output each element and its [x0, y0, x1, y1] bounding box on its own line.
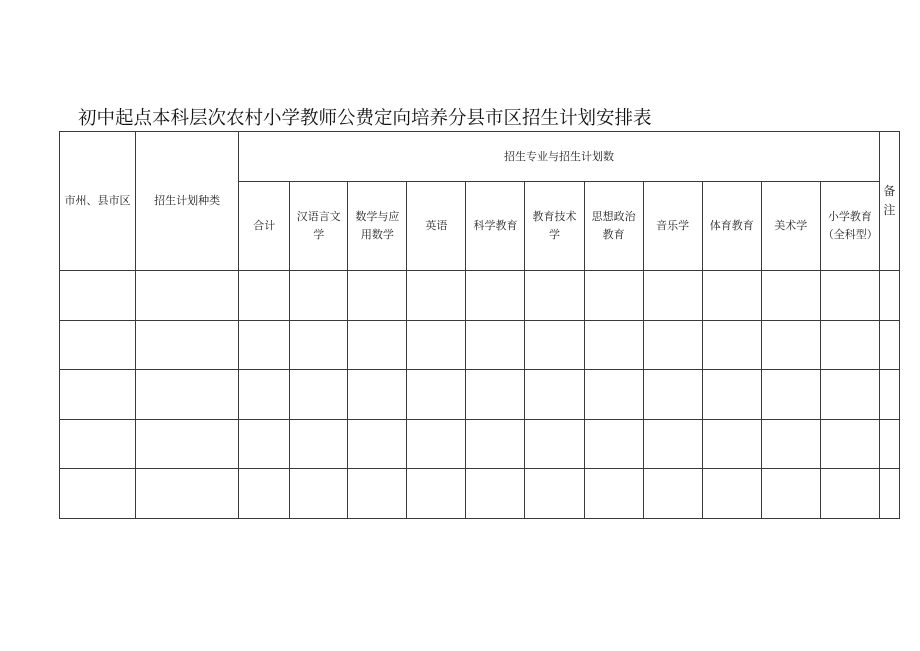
table-cell	[466, 271, 525, 321]
table-cell	[348, 370, 407, 420]
table-cell	[136, 469, 239, 519]
header-major: 汉语言文学	[290, 182, 348, 271]
table-cell	[702, 469, 761, 519]
header-region: 市州、县市区	[60, 132, 136, 271]
header-major: 思想政治教育	[584, 182, 643, 271]
table-body	[60, 271, 900, 519]
table-cell	[820, 271, 879, 321]
table-cell	[290, 469, 348, 519]
table-cell	[643, 469, 702, 519]
table-cell	[136, 320, 239, 370]
header-major: 体育教育	[702, 182, 761, 271]
table-row	[60, 320, 900, 370]
table-row	[60, 370, 900, 420]
header-major: 科学教育	[466, 182, 525, 271]
table-cell	[820, 370, 879, 420]
table-row	[60, 469, 900, 519]
table-cell	[407, 271, 466, 321]
table-cell	[761, 271, 820, 321]
table-cell	[525, 469, 584, 519]
header-row-1	[60, 132, 900, 182]
table-cell	[879, 320, 899, 370]
table-cell	[761, 370, 820, 420]
page-title: 初中起点本科层次农村小学教师公费定向培养分县市区招生计划安排表	[78, 108, 652, 129]
header-major: 合计	[239, 182, 290, 271]
table-cell	[348, 271, 407, 321]
table-cell	[584, 271, 643, 321]
table-cell	[584, 370, 643, 420]
table-cell	[60, 320, 136, 370]
table-cell	[348, 320, 407, 370]
table-cell	[525, 370, 584, 420]
table-cell	[290, 320, 348, 370]
table-cell	[136, 370, 239, 420]
table-cell	[879, 469, 899, 519]
table-cell	[702, 419, 761, 469]
table-cell	[466, 370, 525, 420]
table-cell	[60, 469, 136, 519]
table-cell	[60, 271, 136, 321]
table-cell	[702, 370, 761, 420]
header-major: 小学教育（全科型）	[820, 182, 879, 271]
table-cell	[643, 271, 702, 321]
table-cell	[348, 419, 407, 469]
table-cell	[820, 419, 879, 469]
enrollment-plan-table	[59, 131, 900, 519]
table-cell	[702, 271, 761, 321]
table-cell	[60, 419, 136, 469]
header-major: 音乐学	[643, 182, 702, 271]
table-cell	[525, 419, 584, 469]
table-cell	[239, 271, 290, 321]
table-cell	[879, 271, 899, 321]
table-cell	[407, 320, 466, 370]
table-cell	[820, 469, 879, 519]
table-cell	[136, 271, 239, 321]
table-cell	[525, 320, 584, 370]
table-cell	[584, 419, 643, 469]
table-cell	[584, 320, 643, 370]
table-cell	[239, 320, 290, 370]
table-cell	[407, 469, 466, 519]
table-cell	[643, 320, 702, 370]
table-cell	[239, 469, 290, 519]
table-cell	[136, 419, 239, 469]
table-cell	[348, 469, 407, 519]
table-cell	[466, 419, 525, 469]
table-cell	[525, 271, 584, 321]
table-cell	[60, 370, 136, 420]
header-major: 美术学	[761, 182, 820, 271]
table-cell	[407, 370, 466, 420]
table-cell	[643, 370, 702, 420]
header-major: 英语	[407, 182, 466, 271]
table-cell	[239, 419, 290, 469]
table-cell	[290, 370, 348, 420]
table-cell	[290, 271, 348, 321]
header-major: 数学与应用数学	[348, 182, 407, 271]
table-row	[60, 419, 900, 469]
table-cell	[761, 469, 820, 519]
header-remarks: 备注	[879, 132, 899, 271]
table-row	[60, 271, 900, 321]
table-cell	[239, 370, 290, 420]
table-cell	[584, 469, 643, 519]
table-cell	[290, 419, 348, 469]
header-plan-type: 招生计划种类	[136, 132, 239, 271]
header-major: 教育技术学	[525, 182, 584, 271]
table-cell	[466, 469, 525, 519]
table-cell	[407, 419, 466, 469]
table-cell	[761, 320, 820, 370]
header-majors-group: 招生专业与招生计划数	[239, 132, 880, 182]
table-cell	[466, 320, 525, 370]
table-cell	[643, 419, 702, 469]
table-cell	[761, 419, 820, 469]
table-cell	[702, 320, 761, 370]
table-cell	[879, 370, 899, 420]
table-cell	[820, 320, 879, 370]
table-cell	[879, 419, 899, 469]
